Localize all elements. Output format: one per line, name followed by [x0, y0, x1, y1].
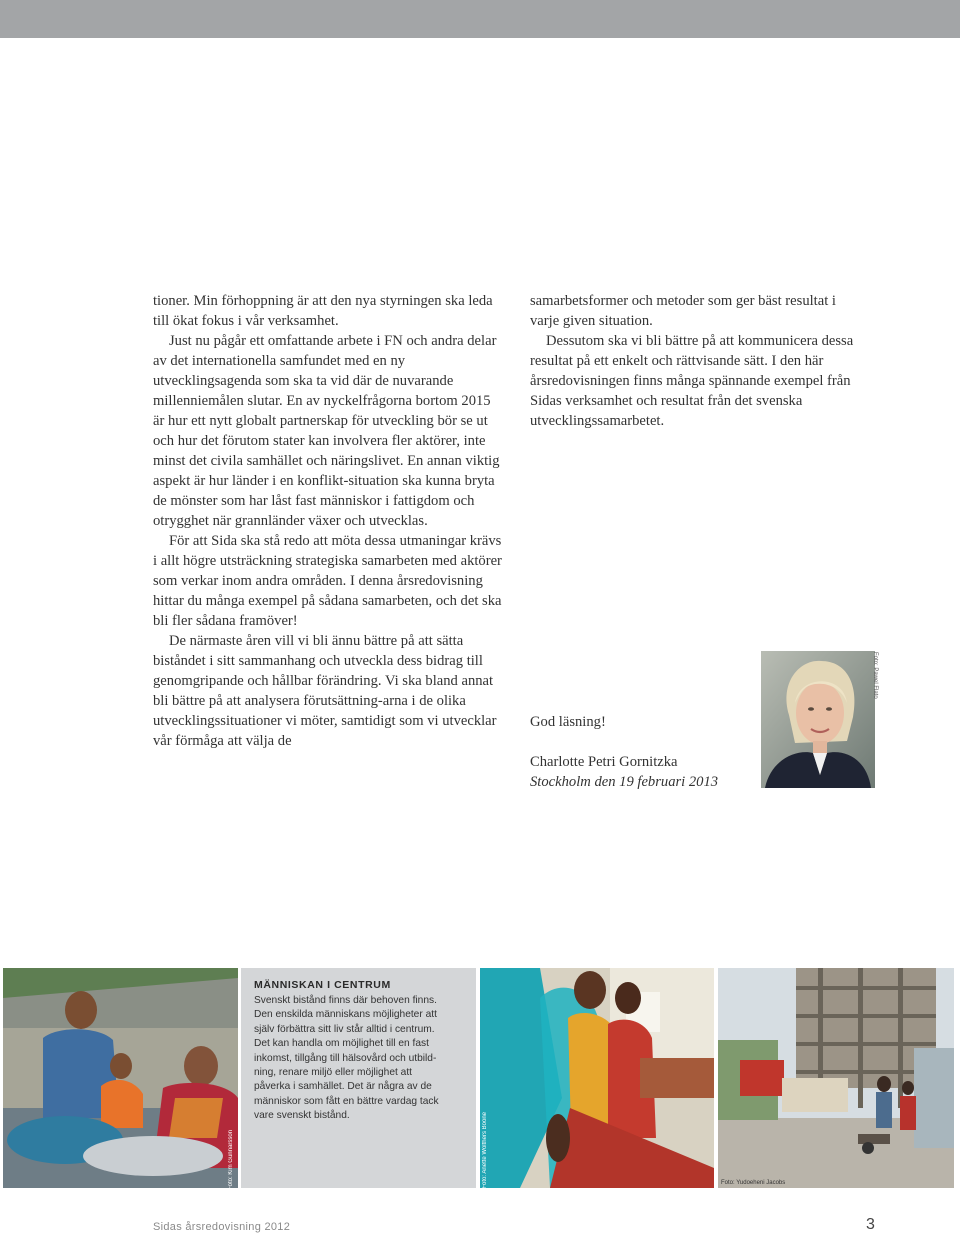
info-box-heading: MÄNNISKAN I CENTRUM [254, 979, 391, 991]
main-column-right [530, 291, 865, 431]
header-band [0, 0, 960, 38]
info-box-line: Svenskt bistånd finns där behoven finns. [254, 995, 437, 1006]
info-box-line: vare svenskt bistånd. [254, 1110, 350, 1122]
paragraph: tioner. Min förhoppning är att den nya styrningen ska leda till ökat fokus i vår verksamhet. [153, 293, 493, 329]
portrait-photo [761, 651, 875, 788]
signature-place-date: Stockholm den 19 februari 2013 [530, 774, 719, 790]
paragraph: För att Sida ska stå redo att möta dessa utmaningar krävs i allt högre utsträckning strategiska samarbeten med aktörer som verkar inom andra områden. I denna årsredovisning hittar du många exempel på sådana samarbeten, och det ska bli fler sådana framöver! [153, 533, 502, 629]
page-number: 3 [866, 1216, 875, 1233]
info-box-line: inkomst, tillgång till hälsovård och utbild- [254, 1052, 437, 1064]
info-box-line: människor som fått en bättre vardag tack [254, 1095, 439, 1107]
info-box-line: Den enskilda människans möjligheter att [254, 1009, 437, 1021]
greeting: God läsning! [530, 714, 606, 730]
main-column-left [153, 291, 503, 751]
paragraph: Dessutom ska vi bli bättre på att kommunicera dessa resultat på ett enkelt och rättvisande sätt. I den här årsredovisningen finns många spännande exempel från Sidas verksamhet och resultat från det svenska utvecklingssamarbetet. [530, 333, 854, 429]
photo-street-construction [718, 968, 954, 1188]
info-box-line: Det kan handla om möjlighet till en fast [254, 1038, 429, 1050]
info-box-line: påverka i samhället. Det är några av de [254, 1081, 432, 1093]
info-box-manniskan-i-centrum [241, 968, 476, 1188]
photo-credit: Foto: Anette Wolthers Boone [482, 1112, 488, 1189]
photo-credit: Foto: Pawel Flato [872, 652, 878, 699]
photo-credit: Foto: Kim Gunnarsson [228, 1130, 234, 1191]
paragraph: De närmaste åren vill vi bli ännu bättre på att sätta biståndet i sitt sammanhang och utveckla dess bidrag till genomgripande och hållbar förändring. Vi ska bland annat bli bättre på att analysera förutsättning-arna i de olika utvecklingssituationer vi möter, samtidigt som vi utvecklar vår förmåga att välja de [153, 633, 497, 749]
paragraph: samarbetsformer och metoder som ger bäst resultat i varje given situation. [530, 293, 836, 329]
info-box-text [254, 994, 464, 1124]
info-box-line: ning, renare miljö eller möjlighet att [254, 1067, 412, 1079]
signature-name: Charlotte Petri Gornitzka [530, 754, 678, 770]
photo-man-boy-woman-washing [3, 968, 238, 1191]
photo-credit: Foto: Yudoeheni Jacobs [721, 1180, 786, 1186]
footer-publication-title: Sidas årsredovisning 2012 [153, 1221, 291, 1233]
photo-women-waiting [480, 968, 714, 1188]
info-box-line: själv förbättra sitt liv står alltid i centrum. [254, 1023, 435, 1035]
paragraph: Just nu pågår ett omfattande arbete i FN och andra delar av det internationella samfundet med en ny utvecklingsagenda som ska ta vid där de nuvarande millenniemålen slutar. En av nyckelfrågorna bortom 2015 är hur ett nytt globalt partnerskap för utveckling bör se ut och hur det förutom stater kan involvera fler aktörer, inte minst det civila samhället och näringslivet. En annan viktig aspekt är hur länder i en konflikt-situation ska kunna bryta de mönster som har låst fast människor i fattigdom och otrygghet när grannländer växer och utvecklas. [153, 333, 500, 529]
